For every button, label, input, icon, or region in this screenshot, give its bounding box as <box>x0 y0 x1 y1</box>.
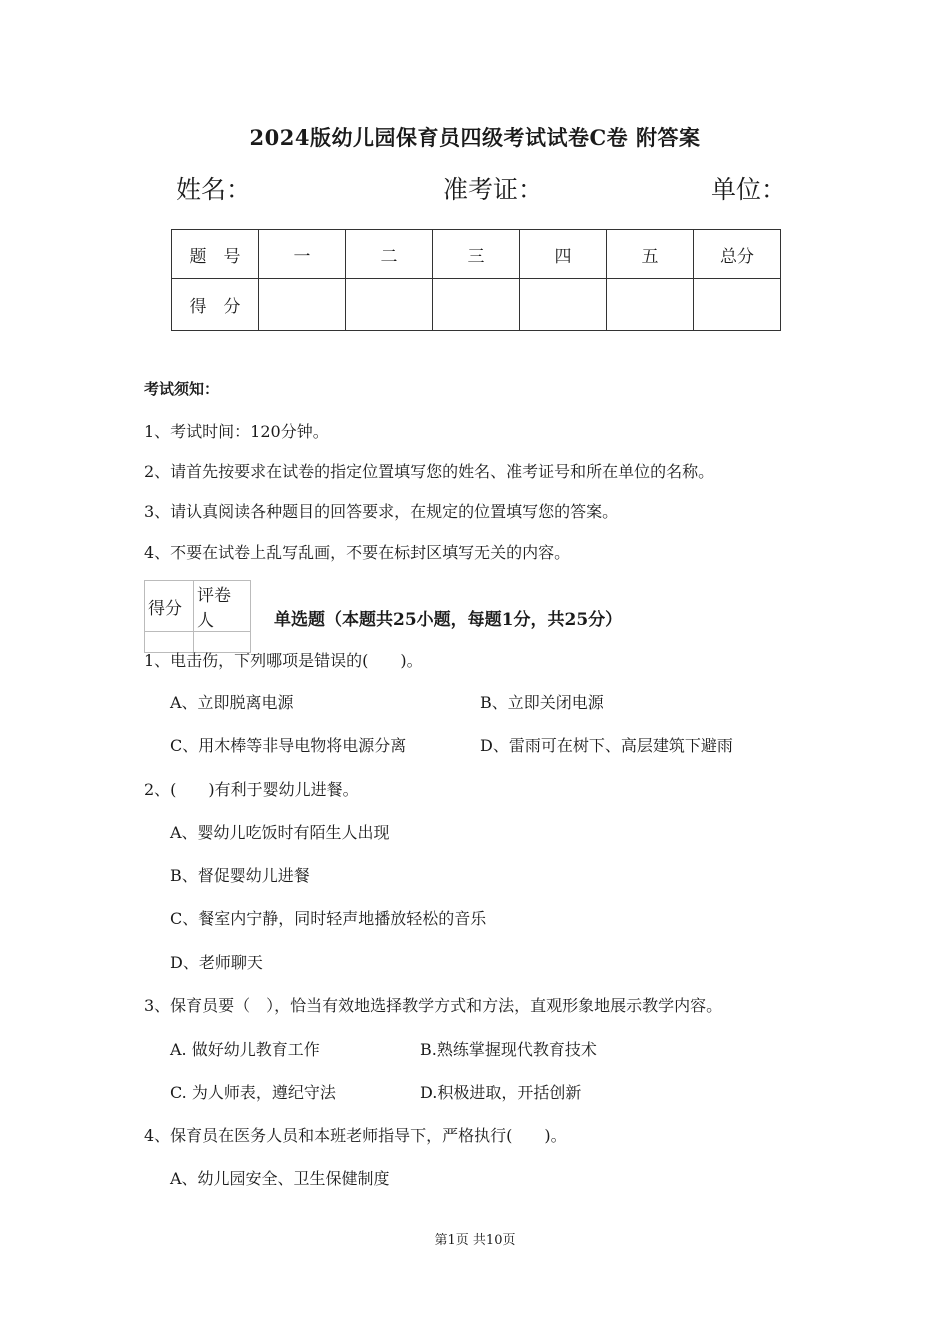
question-option: D、雷雨可在树下、高层建筑下避雨 <box>480 736 733 755</box>
question-option: C、用木棒等非导电物将电源分离 <box>170 736 407 755</box>
page-footer: 第1页 共10页 <box>434 1233 516 1248</box>
question-option: A、立即脱离电源 <box>170 693 294 712</box>
question-option: D.积极进取，开括创新 <box>420 1083 582 1102</box>
question-option: C、餐室内宁静，同时轻声地播放轻松的音乐 <box>170 909 487 928</box>
score-header-cell: 总分 <box>694 230 781 279</box>
score-table <box>171 229 781 331</box>
section-title: 单选题（本题共25小题，每题1分，共25分） <box>274 610 623 630</box>
score-header-cell: 三 <box>433 230 520 279</box>
question-stem: 1、电击伤，下列哪项是错误的( )。 <box>144 651 423 670</box>
question-option: B、督促婴幼儿进餐 <box>170 866 310 885</box>
grader-score-label: 得分 <box>145 581 194 632</box>
notice-item: 1、考试时间：120分钟。 <box>144 422 329 441</box>
question-option: A、婴幼儿吃饭时有陌生人出现 <box>170 823 390 842</box>
grader-name-label: 评卷人 <box>194 581 251 632</box>
question-option: D、老师聊天 <box>170 953 263 972</box>
score-cell[interactable] <box>520 279 607 331</box>
notice-heading: 考试须知： <box>144 380 220 398</box>
document-title: 2024版幼儿园保育员四级考试试卷C卷 附答案 <box>249 125 701 150</box>
exam-id-label: 准考证： <box>443 175 544 204</box>
notice-item: 4、不要在试卷上乱写乱画，不要在标封区填写无关的内容。 <box>144 543 571 562</box>
name-label: 姓名： <box>176 175 252 204</box>
grader-box <box>144 580 251 653</box>
score-cell[interactable] <box>259 279 346 331</box>
score-table-score-row <box>172 279 781 331</box>
score-cell[interactable] <box>433 279 520 331</box>
question-option: C. 为人师表，遵纪守法 <box>170 1083 336 1102</box>
question-option: A. 做好幼儿教育工作 <box>170 1040 320 1059</box>
question-stem: 3、保育员要（ ），恰当有效地选择教学方式和方法，直观形象地展示教学内容。 <box>144 996 723 1015</box>
question-stem: 4、保育员在医务人员和本班老师指导下，严格执行( )。 <box>144 1126 567 1145</box>
question-stem: 2、( )有利于婴幼儿进餐。 <box>144 780 359 799</box>
score-header-cell: 四 <box>520 230 607 279</box>
score-cell[interactable] <box>694 279 781 331</box>
question-option: B.熟练掌握现代教育技术 <box>420 1040 597 1059</box>
score-header-cell: 题 号 <box>172 230 259 279</box>
score-table-header-row <box>172 230 781 279</box>
score-cell[interactable] <box>346 279 433 331</box>
score-header-cell: 五 <box>607 230 694 279</box>
notice-item: 3、请认真阅读各种题目的回答要求，在规定的位置填写您的答案。 <box>144 502 619 521</box>
notice-item: 2、请首先按要求在试卷的指定位置填写您的姓名、准考证号和所在单位的名称。 <box>144 462 715 481</box>
question-option: A、幼儿园安全、卫生保健制度 <box>170 1169 390 1188</box>
unit-label: 单位： <box>711 175 787 204</box>
score-row-label: 得 分 <box>172 279 259 331</box>
question-option: B、立即关闭电源 <box>480 693 604 712</box>
score-header-cell: 二 <box>346 230 433 279</box>
score-header-cell: 一 <box>259 230 346 279</box>
score-cell[interactable] <box>607 279 694 331</box>
